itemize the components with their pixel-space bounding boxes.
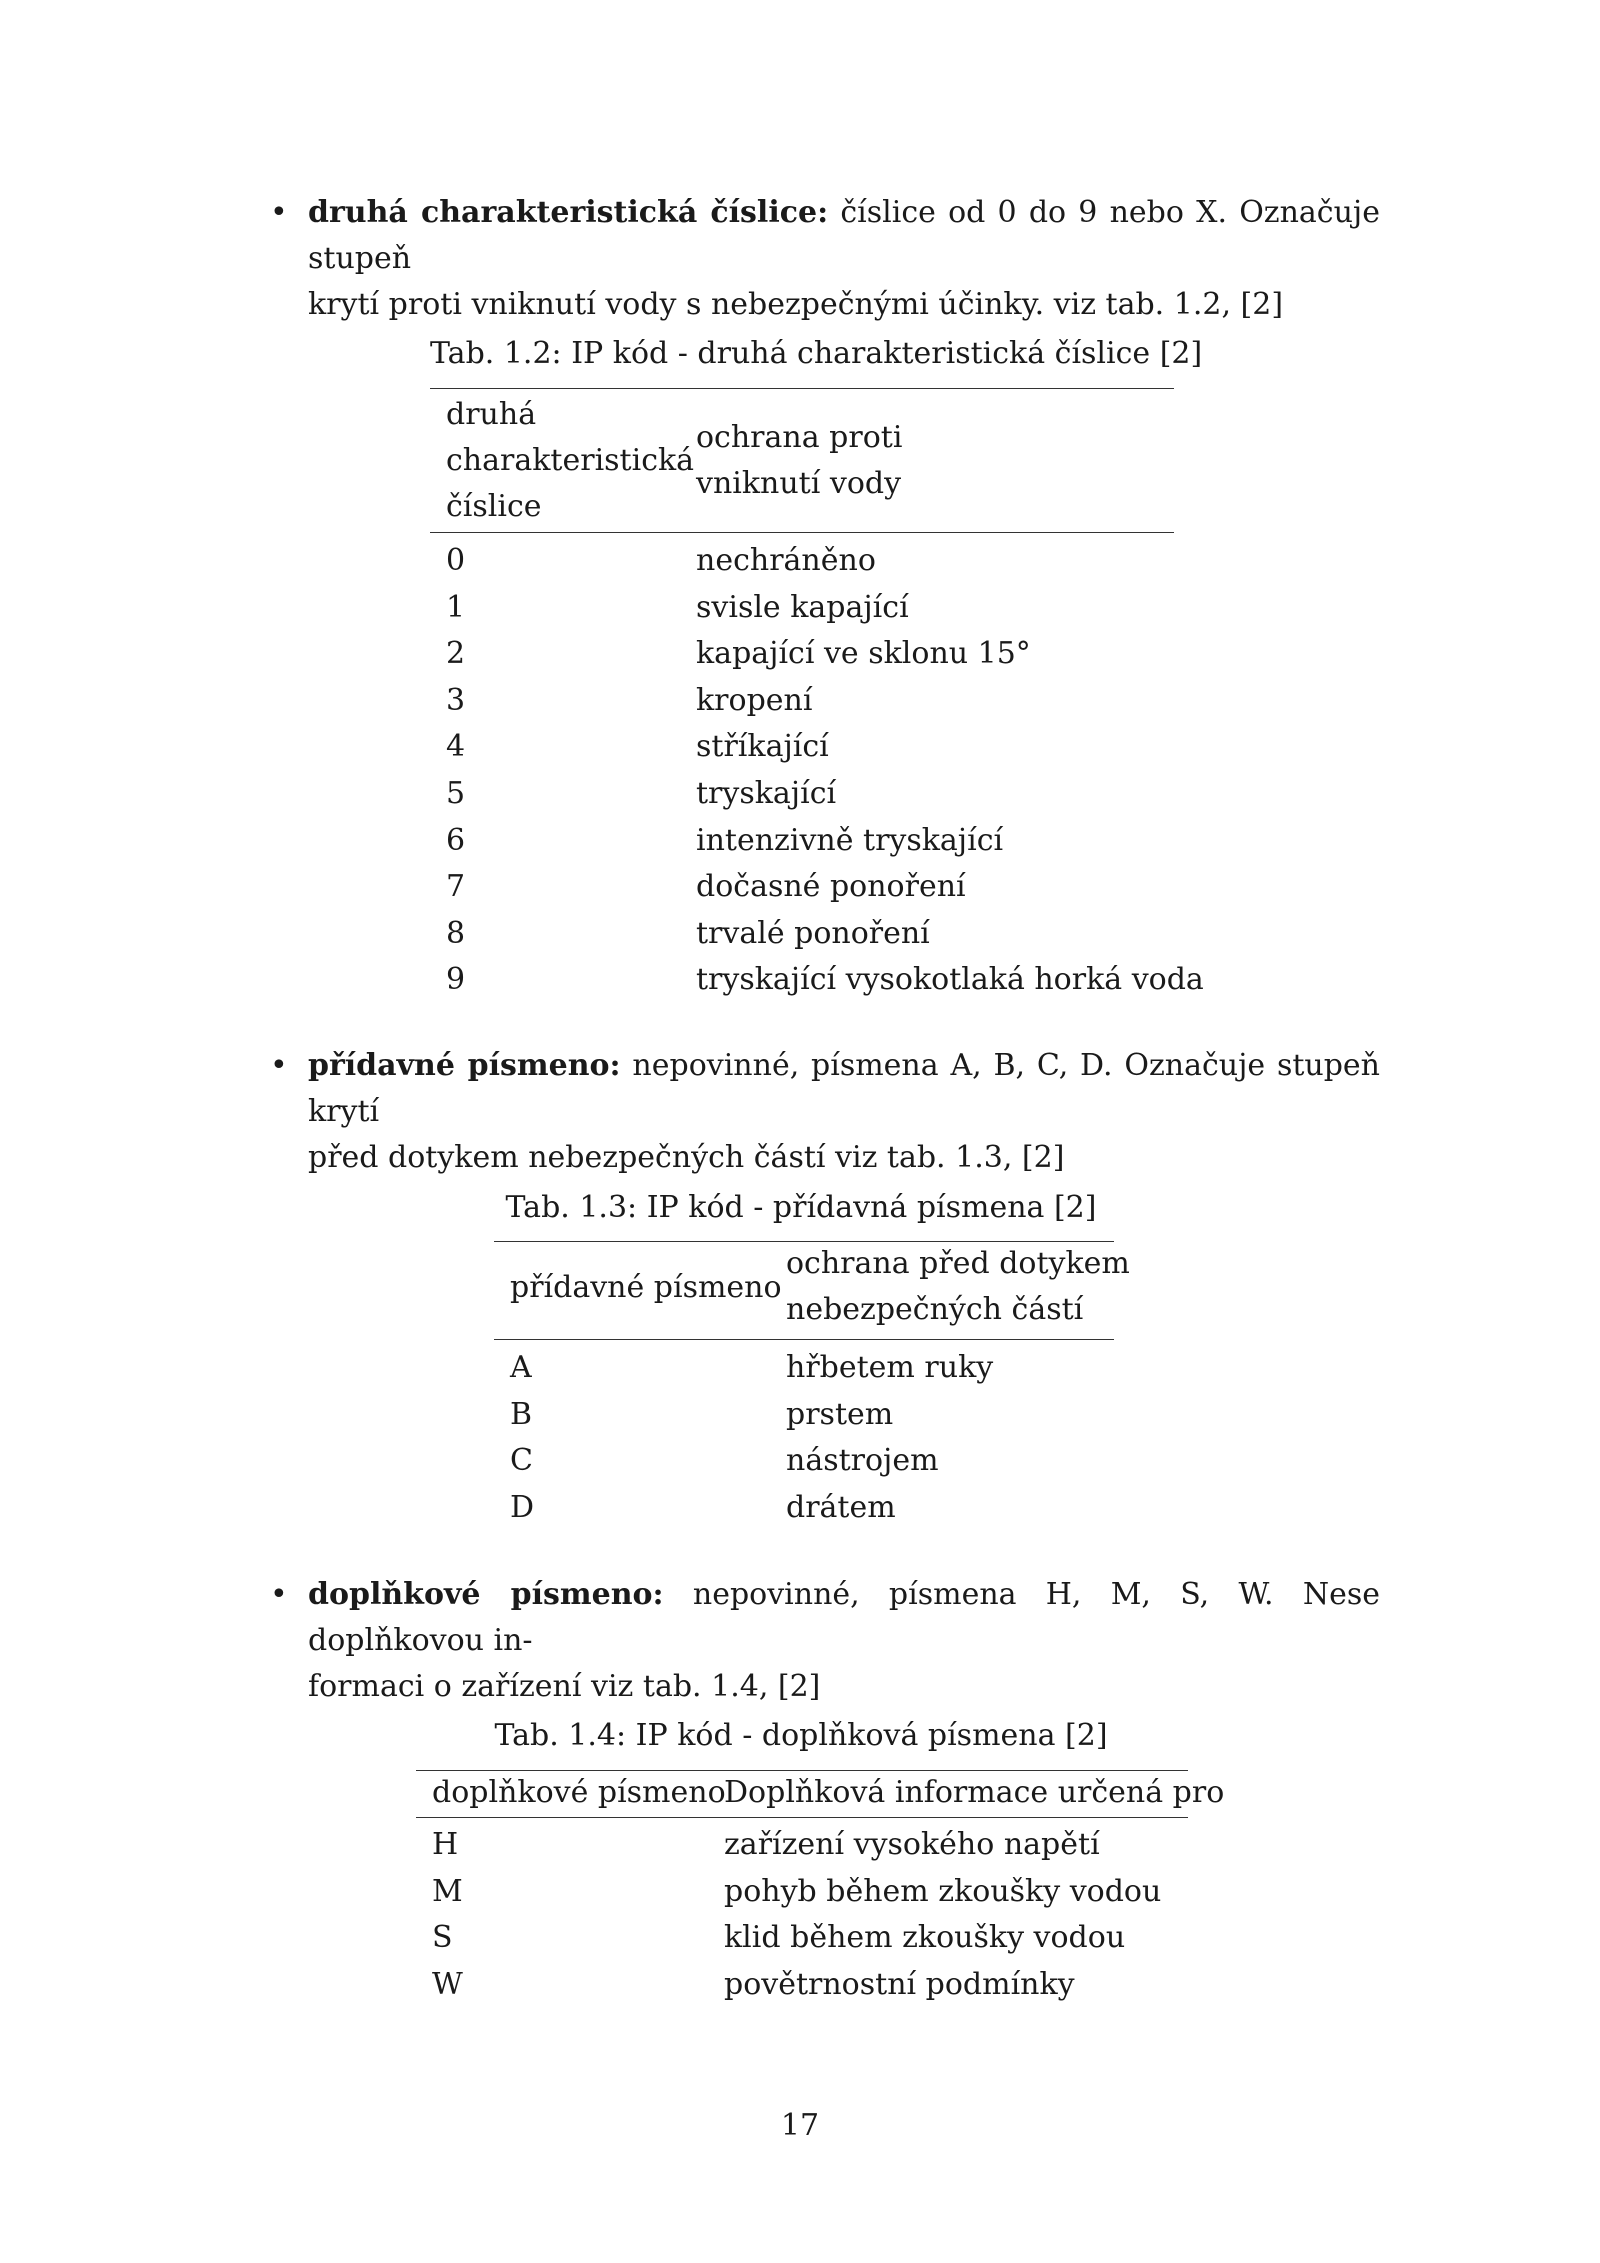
table-cell: tryskající [696, 776, 837, 811]
table-header-cell: doplňkové písmeno [432, 1775, 726, 1810]
bullet-icon: • [270, 1577, 288, 1612]
table-cell: 4 [446, 729, 466, 765]
table-cell: B [510, 1396, 533, 1432]
table-ip-additional-letters [494, 1241, 1130, 1525]
table-caption: Tab. 1.4: IP kód - doplňková písmena [2] [494, 1718, 1108, 1753]
table-cell: 5 [446, 776, 466, 811]
table-cell: drátem [786, 1489, 896, 1525]
table-cell: 3 [446, 682, 466, 718]
table-cell: 1 [446, 589, 466, 625]
table-caption: Tab. 1.2: IP kód - druhá charakteristická číslice [2] [430, 336, 1203, 371]
table-ip-supplementary-letters [416, 1770, 1225, 2010]
table-cell: 9 [446, 962, 466, 998]
table-cell: M [432, 1873, 463, 1909]
table-header-cell: Doplňková informace určená pro [724, 1775, 1225, 1810]
table-cell: klid během zkoušky vodou [724, 1920, 1126, 1956]
table-cell: prstem [786, 1396, 894, 1432]
bullet-icon: • [270, 195, 288, 230]
table-cell: povětrnostní podmínky [724, 1966, 1075, 2002]
table-cell: trvalé ponoření [696, 915, 930, 951]
table-cell: dočasné ponoření [696, 869, 966, 905]
table-cell: 7 [446, 869, 466, 905]
table-cell: kropení [696, 682, 813, 718]
table-cell: svisle kapající [696, 589, 909, 625]
table-cell: A [510, 1350, 532, 1385]
bullet-term: druhá charakteristická číslice: [308, 195, 829, 230]
table-header-rule [494, 1339, 1114, 1340]
bullet-text [308, 1043, 1380, 1181]
table-header-cell: přídavné písmeno [510, 1270, 782, 1305]
table-cell: W [432, 1966, 463, 2002]
table-caption: Tab. 1.3: IP kód - přídavná písmena [2] [505, 1190, 1097, 1225]
table-cell: 8 [446, 915, 466, 951]
bullet-line-2: před dotykem nebezpečných částí viz tab. 1.3, [2] [308, 1140, 1065, 1175]
table-cell: zařízení vysokého napětí [724, 1827, 1100, 1862]
table-cell: hřbetem ruky [786, 1350, 994, 1385]
table-header-cell: ochrana před dotykem nebezpečných částí [786, 1246, 1130, 1327]
bullet-additional-letter [270, 1043, 1380, 1175]
table-header-cell: ochrana proti vniknutí vody [696, 420, 903, 501]
bullet-line-1: číslice od 0 do 9 nebo X. Označuje stupeň [308, 195, 1380, 276]
bullet-second-digit [270, 190, 1380, 322]
table-cell: 6 [446, 822, 466, 858]
table-cell: C [510, 1443, 533, 1479]
table-cell: pohyb během zkoušky vodou [724, 1873, 1162, 1909]
table-cell: kapající ve sklonu 15° [696, 636, 1031, 672]
bullet-line-1: nepovinné, písmena H, M, S, W. Nese doplňkovou in- [308, 1577, 1380, 1658]
bullet-term: přídavné písmeno: [308, 1048, 621, 1083]
table-cell: 2 [446, 636, 466, 672]
bullet-text [308, 190, 1380, 328]
table-cell: nechráněno [696, 543, 876, 578]
bullet-icon: • [270, 1048, 288, 1083]
table-header-cell: druhá charakteristická číslice [446, 397, 695, 524]
table-cell: intenzivně tryskající [696, 822, 1004, 858]
table-top-rule [430, 388, 1174, 389]
table-cell: tryskající vysokotlaká horká voda [696, 962, 1204, 998]
table-cell: nástrojem [786, 1443, 939, 1479]
page-number: 17 [780, 2108, 820, 2143]
table-cell: S [432, 1920, 453, 1956]
bullet-text [308, 1572, 1380, 1710]
bullet-line-1: nepovinné, písmena A, B, C, D. Označuje stupeň krytí [308, 1048, 1380, 1129]
table-header-rule [430, 532, 1174, 533]
table-ip-second-digit [430, 388, 1204, 998]
bullet-term: doplňkové písmeno: [308, 1577, 664, 1612]
bullet-supplementary-letter [270, 1572, 1380, 1704]
table-header-rule [416, 1817, 1188, 1818]
bullet-line-2: formaci o zařízení viz tab. 1.4, [2] [308, 1669, 821, 1704]
bullet-line-2: krytí proti vniknutí vody s nebezpečnými účinky. viz tab. 1.2, [2] [308, 287, 1284, 322]
table-cell: stříkající [696, 729, 829, 765]
table-cell: 0 [446, 543, 466, 578]
table-cell: D [510, 1489, 535, 1525]
table-cell: H [432, 1827, 459, 1862]
